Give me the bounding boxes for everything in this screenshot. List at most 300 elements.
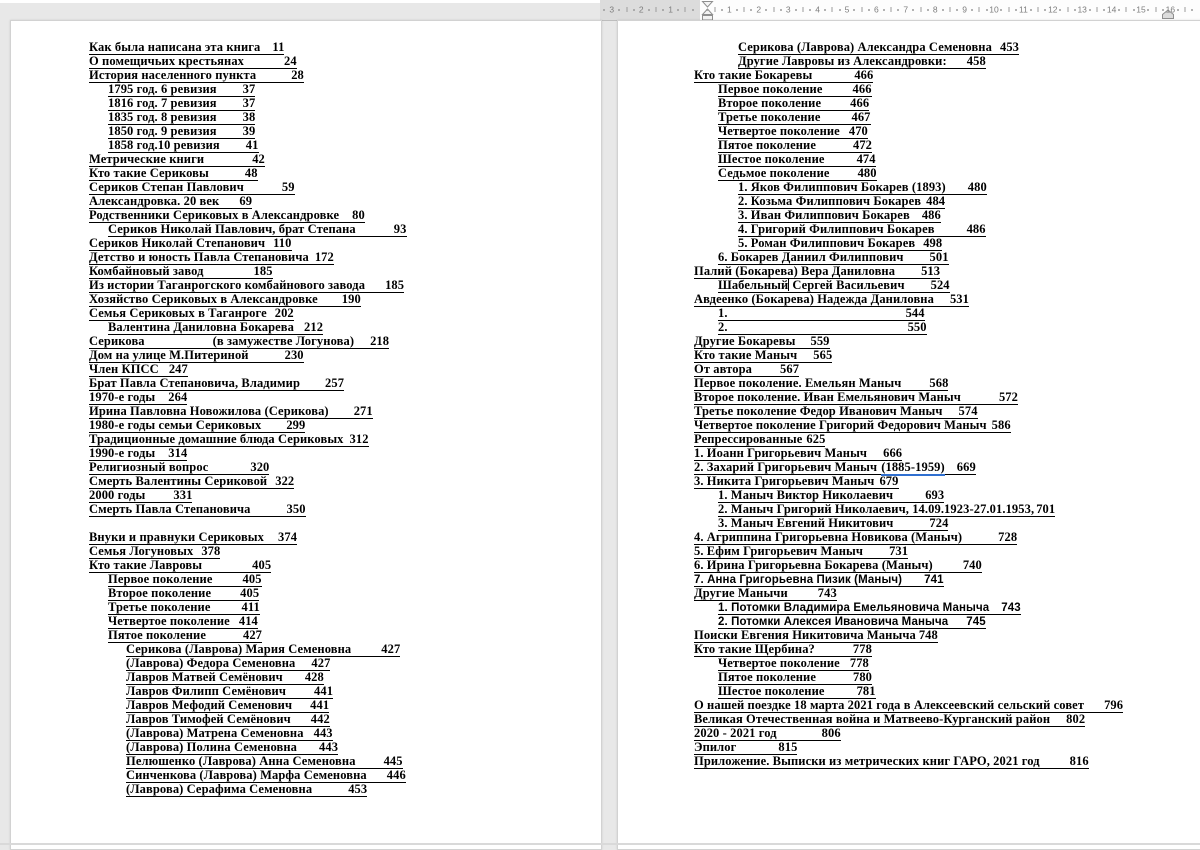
toc-entry <box>89 558 271 573</box>
toc-entry-title-2: Сергей Васильевич <box>792 278 905 292</box>
toc-row[interactable] <box>618 586 1200 600</box>
toc-entry <box>694 460 976 475</box>
ruler-tick <box>891 7 892 12</box>
toc-entry-page-number: 586 <box>991 418 1011 432</box>
toc-row[interactable] <box>618 348 1200 362</box>
ruler-number: 12 <box>1048 4 1058 15</box>
toc-row[interactable] <box>618 558 1200 572</box>
toc-row[interactable] <box>618 404 1200 418</box>
toc-entry-page-number: 806 <box>821 726 841 740</box>
toc-row[interactable] <box>618 502 1200 516</box>
toc-row[interactable] <box>11 698 601 712</box>
ruler-tick-dot <box>1162 9 1164 11</box>
toc-entry-title: Член КПСС <box>89 362 159 376</box>
toc-entry-title: Синченкова (Лаврова) Марфа Семеновна <box>126 768 367 782</box>
toc-row[interactable] <box>618 516 1200 530</box>
toc-entry-title: 2. Маныч Григорий Николаевич, 14.09.1923-27.01.1953, <box>718 502 1035 516</box>
toc-entry <box>718 306 925 321</box>
toc-entry-title: 2020 - 2021 год <box>694 726 777 740</box>
ruler-tick-dot <box>1103 9 1105 11</box>
toc-row[interactable] <box>11 362 601 376</box>
toc-entry <box>108 82 255 97</box>
toc-entry-title: Метрические книги <box>89 152 205 166</box>
toc-entry-page-number: 524 <box>930 278 950 292</box>
ruler-tick-dot <box>912 9 914 11</box>
toc-row[interactable] <box>11 306 601 320</box>
toc-entry <box>694 544 908 559</box>
document-page-right[interactable] <box>617 20 1200 850</box>
toc-entry-page-number: 350 <box>286 502 306 516</box>
toc-entry-title: О помещичьих крестьянах <box>89 54 245 68</box>
toc-entry-title: Палий (Бокарева) Вера Даниловна <box>694 264 896 278</box>
ruler-tick <box>979 7 980 12</box>
toc-entry-page-number: 796 <box>1104 698 1124 712</box>
toc-entry-page-number: 264 <box>168 390 188 404</box>
toc-row[interactable] <box>618 152 1200 166</box>
ruler-tick-dot <box>603 9 605 11</box>
toc-entry-title: 1970-е годы <box>89 390 156 404</box>
toc-entry-page-number: 322 <box>275 474 295 488</box>
toc-row[interactable] <box>618 110 1200 124</box>
toc-entry <box>694 586 837 601</box>
toc-entry-page-number: 701 <box>1036 502 1056 516</box>
toc-entry <box>126 740 338 755</box>
toc-row[interactable] <box>11 208 601 222</box>
toc-row[interactable] <box>11 586 601 600</box>
ruler-tick <box>1096 7 1097 12</box>
toc-row[interactable] <box>618 68 1200 82</box>
toc-entry-page-number: 446 <box>386 768 406 782</box>
toc-entry-title: 1. Потомки Владимира Емельяновича Маныча <box>718 602 990 614</box>
toc-row[interactable] <box>618 124 1200 138</box>
toc-right <box>618 40 1200 768</box>
toc-row[interactable] <box>618 600 1200 614</box>
toc-entry-page-number: 466 <box>850 96 870 110</box>
toc-entry-title: 2. <box>718 320 728 334</box>
toc-entry-title: Шабельный <box>718 278 789 292</box>
toc-row[interactable] <box>618 292 1200 306</box>
ruler-tick-dot <box>677 9 679 11</box>
toc-row[interactable] <box>618 334 1200 348</box>
toc-row[interactable] <box>11 236 601 250</box>
toc-row[interactable] <box>618 698 1200 712</box>
toc-row[interactable] <box>11 614 601 628</box>
toc-row[interactable] <box>618 670 1200 684</box>
toc-row[interactable] <box>11 404 601 418</box>
ruler-tick-dot <box>633 9 635 11</box>
toc-row[interactable] <box>11 194 601 208</box>
toc-row[interactable] <box>618 264 1200 278</box>
toc-row[interactable] <box>618 54 1200 68</box>
toc-entry-title: Шестое поколение <box>718 152 825 166</box>
toc-entry-title: 1. Яков Филиппович Бокарев (1893) <box>738 180 946 194</box>
toc-row[interactable] <box>11 782 601 796</box>
toc-entry-title: 5. Ефим Григорьевич Маныч <box>694 544 864 558</box>
toc-row[interactable] <box>11 376 601 390</box>
toc-entry <box>126 726 333 741</box>
toc-row[interactable] <box>618 432 1200 446</box>
toc-entry-page-number: 513 <box>921 264 941 278</box>
toc-row[interactable] <box>618 656 1200 670</box>
toc-row[interactable] <box>11 712 601 726</box>
toc-row[interactable] <box>618 166 1200 180</box>
toc-row[interactable] <box>618 278 1200 292</box>
toc-row[interactable] <box>618 306 1200 320</box>
ruler-number: 3 <box>785 4 791 15</box>
toc-entry-title: О нашей поездке 18 марта 2021 года в Алексеевский сельский совет <box>694 698 1085 712</box>
toc-row[interactable] <box>618 544 1200 558</box>
ruler-tick-dot <box>1191 9 1193 11</box>
toc-entry-title: Седьмое поколение <box>718 166 830 180</box>
toc-entry-page-number: 816 <box>1069 754 1089 768</box>
toc-entry-page-number: 93 <box>393 222 407 236</box>
toc-entry-page-number: 185 <box>385 278 405 292</box>
toc-entry-title: Кто такие Щербина? <box>694 642 815 656</box>
toc-row[interactable] <box>618 754 1200 768</box>
toc-entry-title: Брат Павла Степановича, Владимир <box>89 376 300 390</box>
ruler-tick-dot <box>780 9 782 11</box>
toc-row[interactable] <box>11 754 601 768</box>
toc-entry-page-number: 312 <box>349 432 369 446</box>
toc-entry <box>738 194 945 209</box>
toc-row[interactable] <box>11 642 601 656</box>
toc-entry-title-2: (1885-1959) <box>881 460 945 474</box>
toc-entry-title: 1816 год. 7 ревизия <box>108 96 217 110</box>
toc-row[interactable] <box>618 642 1200 656</box>
document-page-left[interactable] <box>10 20 602 850</box>
toc-entry <box>108 222 407 237</box>
toc-row[interactable] <box>618 250 1200 264</box>
toc-entry <box>89 334 389 349</box>
toc-row[interactable] <box>618 180 1200 194</box>
ruler-number: 13 <box>1077 4 1087 15</box>
toc-entry <box>694 474 899 489</box>
toc-row[interactable] <box>11 250 601 264</box>
ruler-tick-dot <box>692 9 694 11</box>
toc-row[interactable] <box>11 68 601 82</box>
toc-entry <box>89 54 297 69</box>
toc-row[interactable] <box>11 502 601 516</box>
toc-entry-title: Смерть Валентины Сериковой <box>89 474 268 488</box>
toc-entry-title: Второе поколение <box>108 586 212 600</box>
toc-entry <box>694 376 948 391</box>
ruler-tick-dot <box>853 9 855 11</box>
toc-entry-title: 3. Никита Григорьевич Маныч <box>694 474 875 488</box>
ruler-tick-dot <box>1000 9 1002 11</box>
toc-entry-title: От автора <box>694 362 753 376</box>
toc-row[interactable] <box>11 446 601 460</box>
toc-row[interactable] <box>11 572 601 586</box>
toc-entry-page-number: 299 <box>286 418 306 432</box>
toc-entry-page-number: 486 <box>921 208 941 222</box>
toc-entry-page-number: 271 <box>353 404 373 418</box>
ruler-tick <box>1126 7 1127 12</box>
toc-entry-title: Поиски Евгения Никитовича Маныча <box>694 628 916 642</box>
toc-entry-page-number: 445 <box>383 754 403 768</box>
toc-row[interactable] <box>11 264 601 278</box>
toc-entry-page-number: 190 <box>341 292 361 306</box>
toc-row[interactable] <box>11 726 601 740</box>
toc-row[interactable] <box>11 110 601 124</box>
toc-entry-title: Хозяйство Сериковых в Александровке <box>89 292 318 306</box>
toc-entry-title: Эпилог <box>694 740 737 754</box>
toc-row[interactable] <box>11 278 601 292</box>
toc-row[interactable] <box>11 124 601 138</box>
toc-entry-title: 1795 год. 6 ревизия <box>108 82 217 96</box>
toc-entry-title: Из истории Таганрогского комбайнового завода <box>89 278 366 292</box>
toc-row[interactable] <box>618 712 1200 726</box>
toc-row[interactable] <box>11 656 601 670</box>
toc-row[interactable] <box>11 488 601 502</box>
toc-row[interactable] <box>618 530 1200 544</box>
ruler-number: 5 <box>844 4 850 15</box>
toc-entry-title: Четвертое поколение Григорий Федорович Маныч <box>694 418 987 432</box>
toc-entry <box>89 264 273 279</box>
toc-entry-title: 5. Роман Филиппович Бокарев <box>738 236 916 250</box>
toc-entry-page-number: 37 <box>242 82 256 96</box>
toc-row[interactable] <box>11 740 601 754</box>
toc-entry-page-number: 679 <box>879 474 899 488</box>
ruler-tick-dot <box>1015 9 1017 11</box>
toc-entry-page-number: 443 <box>313 726 333 740</box>
toc-entry <box>694 418 1011 433</box>
toc-entry-title: Пелюшенко (Лаврова) Анна Семеновна <box>126 754 356 768</box>
toc-row[interactable] <box>618 320 1200 334</box>
toc-entry <box>108 572 262 587</box>
toc-entry <box>89 502 306 517</box>
toc-row[interactable] <box>618 418 1200 432</box>
toc-row[interactable] <box>11 684 601 698</box>
toc-entry-page-number: 745 <box>966 616 986 628</box>
toc-entry-page-number: 567 <box>780 362 800 376</box>
toc-row[interactable] <box>618 446 1200 460</box>
toc-entry <box>89 194 252 209</box>
toc-entry-page-number: 172 <box>314 250 334 264</box>
toc-row[interactable] <box>618 684 1200 698</box>
ruler-tick <box>655 7 656 12</box>
toc-entry <box>694 698 1123 713</box>
toc-row[interactable] <box>618 460 1200 474</box>
toc-row[interactable] <box>11 320 601 334</box>
ruler-tick <box>685 7 686 12</box>
toc-entry <box>126 768 406 783</box>
toc-row[interactable] <box>11 54 601 68</box>
toc-row[interactable] <box>618 236 1200 250</box>
toc-entry <box>108 614 258 629</box>
toc-entry <box>89 544 220 559</box>
ruler-tick-dot <box>897 9 899 11</box>
toc-entry-title: 1835 год. 8 ревизия <box>108 110 217 124</box>
toc-entry <box>738 236 942 251</box>
ruler-number: 2 <box>638 4 644 15</box>
toc-entry-page-number: 743 <box>1001 602 1021 614</box>
toc-entry <box>718 656 869 671</box>
toc-entry-page-number: 230 <box>284 348 304 362</box>
toc-row[interactable] <box>11 558 601 572</box>
toc-entry-page-number: 724 <box>929 516 949 530</box>
toc-row[interactable] <box>618 376 1200 390</box>
toc-row[interactable] <box>11 544 601 558</box>
ruler-tick <box>861 7 862 12</box>
toc-row[interactable] <box>11 96 601 110</box>
toc-entry-title: 4. Агриппина Григорьевна Новикова (Маныч) <box>694 530 963 544</box>
toc-entry-title: Четвертое поколение <box>718 656 840 670</box>
toc-row[interactable] <box>11 600 601 614</box>
toc-entry-title: Первое поколение. Емельян Маныч <box>694 376 902 390</box>
toc-row[interactable] <box>618 208 1200 222</box>
toc-row[interactable] <box>618 726 1200 740</box>
toc-entry-title: Лавров Филипп Семёнович <box>126 684 286 698</box>
toc-row[interactable] <box>11 474 601 488</box>
toc-entry-page-number: 443 <box>319 740 339 754</box>
toc-entry <box>89 348 304 363</box>
toc-entry-page-number: 24 <box>284 54 297 68</box>
toc-entry <box>89 292 361 307</box>
toc-row[interactable] <box>618 474 1200 488</box>
toc-entry-page-number: 257 <box>325 376 345 390</box>
toc-entry-page-number: 480 <box>857 166 877 180</box>
toc-entry-title: 6. Бокарев Даниил Филиппович <box>718 250 904 264</box>
toc-entry-page-number: 780 <box>852 670 873 684</box>
toc-entry <box>126 754 403 769</box>
toc-entry-page-number: 625 <box>806 432 826 446</box>
ruler-tick <box>832 7 833 12</box>
ruler-number: 14 <box>1106 4 1117 15</box>
toc-entry <box>89 362 188 377</box>
toc-row[interactable] <box>11 40 601 54</box>
toc-row[interactable] <box>11 418 601 432</box>
toc-row[interactable] <box>11 432 601 446</box>
ruler-tick-dot <box>1044 9 1046 11</box>
toc-entry-title: 7. Анна Григорьевна Пизик (Маныч) <box>694 574 903 586</box>
toc-row[interactable] <box>11 516 601 530</box>
toc-entry <box>89 418 305 433</box>
toc-row[interactable] <box>11 82 601 96</box>
ruler-tick-dot <box>662 9 664 11</box>
toc-entry-page-number: 669 <box>956 460 976 474</box>
toc-entry <box>718 488 944 503</box>
toc-row[interactable] <box>11 530 601 544</box>
first-line-indent-marker[interactable] <box>703 2 713 8</box>
toc-entry <box>89 390 187 405</box>
toc-entry <box>694 292 969 307</box>
toc-entry-title: 1980-е годы семьи Сериковых <box>89 418 262 432</box>
toc-entry-title: Кто такие Лавровы <box>89 558 203 572</box>
toc-row[interactable] <box>618 740 1200 754</box>
toc-row[interactable] <box>11 390 601 404</box>
toc-entry-title: Авдеенко (Бокарева) Надежда Даниловна <box>694 292 934 306</box>
toc-row[interactable] <box>618 572 1200 586</box>
toc-entry-title: Как была написана эта книга <box>89 40 261 54</box>
toc-row[interactable] <box>11 166 601 180</box>
toc-entry-title: Смерть Павла Степановича <box>89 502 251 516</box>
ruler-tick <box>773 7 774 12</box>
toc-row[interactable] <box>11 768 601 782</box>
horizontal-ruler[interactable] <box>600 0 1200 21</box>
ruler-tick <box>626 7 627 12</box>
toc-entry <box>89 68 304 83</box>
toc-entry-page-number: 11 <box>272 40 285 54</box>
toc-entry-page-number: 666 <box>883 446 903 460</box>
toc-entry-page-number: 405 <box>242 572 262 586</box>
toc-entry-page-number: 453 <box>999 40 1020 54</box>
toc-entry-title-2: (в замужестве Логунова) <box>212 334 355 348</box>
toc-row[interactable] <box>11 670 601 684</box>
toc-entry-page-number: 743 <box>817 586 837 600</box>
toc-entry-page-number: 427 <box>242 628 263 642</box>
toc-row[interactable] <box>11 334 601 348</box>
toc-entry-title: Внуки и правнуки Сериковых <box>89 530 264 544</box>
toc-row[interactable] <box>618 82 1200 96</box>
toc-entry-title: Великая Отечественная война и Матвеево-Курганский район <box>694 712 1051 726</box>
toc-row[interactable] <box>618 488 1200 502</box>
ruler-tick-dot <box>648 9 650 11</box>
toc-row[interactable] <box>618 194 1200 208</box>
toc-row[interactable] <box>618 628 1200 642</box>
toc-row[interactable] <box>618 390 1200 404</box>
toc-entry <box>718 250 949 265</box>
toc-row[interactable] <box>11 348 601 362</box>
toc-row[interactable] <box>11 292 601 306</box>
ruler-tick-dot <box>1177 9 1179 11</box>
toc-entry-page-number: 320 <box>250 460 270 474</box>
toc-entry <box>718 96 869 111</box>
ruler-tick-dot <box>765 9 767 11</box>
toc-row[interactable] <box>618 40 1200 54</box>
toc-entry-title: 1. <box>718 306 728 320</box>
toc-entry-title: (Лаврова) Федора Семеновна <box>126 656 296 670</box>
toc-entry <box>694 68 873 83</box>
toc-row[interactable] <box>618 138 1200 152</box>
toc-row[interactable] <box>618 614 1200 628</box>
toc-row[interactable] <box>618 362 1200 376</box>
ruler-number: 10 <box>989 4 999 15</box>
toc-entry <box>89 208 365 223</box>
toc-entry <box>126 684 333 699</box>
toc-entry-title: Приложение. Выписки из метрических книг ГАРО, 2021 год <box>694 754 1040 768</box>
toc-entry-page-number: 442 <box>310 712 330 726</box>
toc-entry <box>718 110 871 125</box>
toc-entry-title: 3. Маныч Евгений Никитович <box>718 516 894 530</box>
toc-entry-page-number: 474 <box>856 152 876 166</box>
toc-entry-title: Пятое поколение <box>718 138 816 152</box>
toc-entry <box>718 278 950 293</box>
ruler-tick <box>802 7 803 12</box>
toc-row[interactable] <box>11 138 601 152</box>
toc-row[interactable] <box>11 628 601 642</box>
toc-entry-page-number: 202 <box>274 306 294 320</box>
toc-entry <box>694 348 832 363</box>
toc-entry <box>718 166 877 181</box>
toc-entry-page-number: 458 <box>966 54 986 68</box>
toc-entry-title: 1858 год.10 ревизия <box>108 138 220 152</box>
toc-entry <box>108 320 323 335</box>
toc-entry <box>694 740 797 755</box>
toc-row[interactable] <box>11 222 601 236</box>
toc-entry-page-number: 441 <box>310 698 330 712</box>
toc-entry <box>126 642 400 657</box>
toc-entry-title: Детство и юность Павла Степановича <box>89 250 309 264</box>
toc-row[interactable] <box>11 460 601 474</box>
toc-row[interactable] <box>618 96 1200 110</box>
toc-row[interactable] <box>618 222 1200 236</box>
ruler-tick-dot <box>942 9 944 11</box>
toc-row[interactable] <box>11 152 601 166</box>
toc-entry-page-number: 378 <box>201 544 221 558</box>
toc-entry <box>89 152 265 167</box>
toc-row[interactable] <box>11 180 601 194</box>
ruler-tick-dot <box>824 9 826 11</box>
